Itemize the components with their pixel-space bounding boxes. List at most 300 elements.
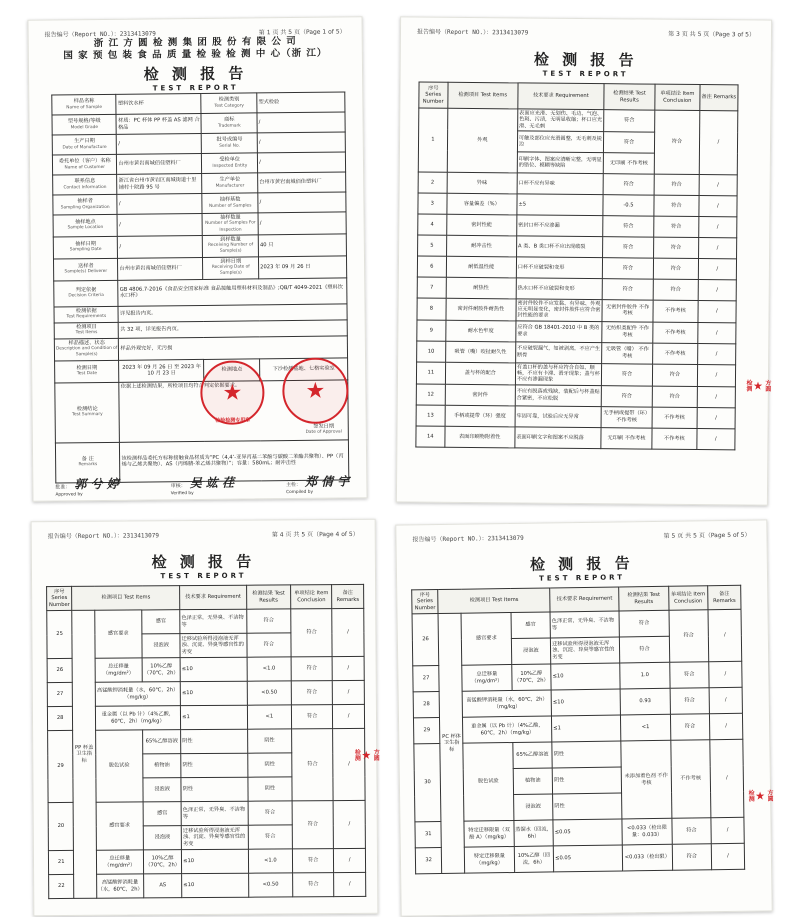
test-result: 无印刷 不作考核	[603, 153, 654, 174]
series-number: 27	[413, 666, 440, 692]
remark: /	[699, 174, 737, 195]
test-result: -0.5	[603, 195, 654, 216]
column-header: 单项结论 Item Conclusion	[291, 585, 332, 609]
test-result: 无吸管（嘴） 不作考核	[602, 342, 653, 363]
column-header: 备注 Remarks	[332, 584, 364, 608]
series-number: 20	[48, 802, 74, 850]
test-item: 总迁移量（mg/dm²）	[95, 658, 143, 682]
table-row	[419, 108, 738, 133]
table-row	[47, 608, 364, 634]
series-number: 30	[414, 744, 441, 822]
field-value: 2023 年 09 月 26 日	[259, 256, 347, 279]
requirement: ≤10	[180, 681, 247, 705]
item-conclusion: 符合	[653, 258, 698, 279]
table-row	[417, 277, 736, 301]
condition-label: 样品描述、状态	[68, 339, 105, 347]
test-location: 下沙检测基地、七格实验室	[260, 357, 348, 380]
test-result: 符合	[620, 636, 670, 663]
location-label: 检测地点	[204, 358, 260, 381]
field-value: /	[257, 152, 345, 173]
requirement: 色泽正常，无异臭、不洁物等	[550, 611, 619, 638]
column-header: 单项结论 Item Conclusion	[655, 84, 700, 110]
field-label: 联系信息	[74, 178, 96, 185]
requirement: 迁移试验所得浸泡液无浑浊、沉淀、异臭等感官性的劣变	[551, 637, 620, 664]
item-conclusion: 符合	[652, 364, 697, 386]
test-condition: 10%乙醇（70℃，2h）	[511, 664, 551, 691]
test-item: 特定迁移限量（双酚 A）（mg/kg）	[464, 820, 514, 847]
test-result: 符合	[603, 174, 654, 195]
test-result: 符合	[248, 825, 293, 849]
compiled-by: 主检： 郑 倩 宇 Compiled by	[285, 474, 350, 496]
seal-star-icon: ★	[305, 378, 326, 404]
test-item: 耐冲击性	[446, 235, 516, 257]
item-conclusion: 符合	[670, 688, 710, 715]
report-no-label: 报告编号（Report NO.）：	[47, 532, 123, 540]
test-item: 高锰酸钾消耗量（水，60℃，2h）（mg/kg）	[462, 690, 551, 717]
requirement: 可触及部位应光滑圆整，无毛刺及锐边	[517, 131, 603, 153]
table-row	[418, 193, 737, 217]
test-item: 盖与杯的配合	[445, 362, 515, 385]
column-header: 检测项目 Test Items	[438, 588, 550, 614]
test-result: 符合	[603, 132, 654, 153]
field-label: 抽样基数	[219, 196, 241, 203]
test-condition: 10%乙醇（70℃，2h）	[144, 850, 182, 874]
requirement: 迁移试验所得浸泡液无浑浊、沉淀、异臭等感官性的劣变	[181, 825, 248, 849]
item-conclusion: 符合	[293, 873, 334, 897]
remark: /	[333, 728, 365, 800]
column-header: 检测项目 Test Items	[72, 586, 180, 611]
test-result: 阴性	[247, 753, 292, 777]
report-subtitle: TEST REPORT	[160, 571, 247, 581]
verified-by: 审核： 吴 竑 荏 Verified by	[170, 475, 235, 497]
remark: /	[710, 739, 744, 817]
requirement: ±5	[517, 194, 603, 216]
report-subtitle: TEST REPORT	[542, 69, 629, 79]
test-item: 总迁移量（mg/dm²）	[462, 665, 512, 692]
column-header: 检测项目 Test Items	[448, 82, 518, 109]
series-number: 13	[416, 405, 445, 426]
report-no-label: 报告编号（Report NO.）：	[44, 30, 120, 39]
requirement: 阴性	[552, 767, 621, 794]
test-condition: 感官	[143, 802, 181, 826]
requirement: 表面应光滑、无划伤、毛边、气泡、色斑、污渍，无明显收缩；杯口应光滑、无毛刺	[518, 109, 604, 132]
column-header: 序号 Series Number	[419, 82, 448, 108]
field-label: 检测类别	[218, 96, 240, 103]
test-item: 手柄或提带（环）强度	[445, 405, 515, 427]
report-title: 检 测 报 告	[529, 554, 634, 574]
test-item: 特定迁移限量（mg/kg）	[465, 846, 515, 873]
item-conclusion: 符合	[669, 662, 709, 689]
report-page-3	[396, 16, 772, 505]
table-row	[47, 704, 364, 730]
seam-star-icon: ★	[752, 378, 763, 393]
item-conclusion: 不作考核	[670, 740, 711, 819]
test-result: 符合	[603, 216, 654, 237]
series-number: 8	[417, 298, 446, 320]
requirement: 表面印刷文字和图案不应脱落	[515, 427, 601, 449]
field-value: 台州市黄岩南城佰佳塑料厂	[258, 172, 346, 193]
series-number: 6	[417, 256, 446, 277]
remark: /	[699, 195, 737, 216]
results-table	[411, 585, 745, 875]
series-number: 29	[413, 718, 440, 744]
item-conclusion: 符合	[671, 818, 711, 845]
test-condition: 蒸馏水（回流，6h）	[514, 820, 554, 847]
requirement: 热水口杯不应破裂和变形	[516, 278, 602, 300]
item-conclusion: 符合	[654, 195, 699, 216]
requirement: 色泽正常，无异臭、不洁物等	[180, 609, 247, 633]
results-table-wrap	[415, 82, 738, 450]
test-condition: 感官	[511, 612, 551, 639]
requirement: 阴性	[181, 729, 248, 753]
table-row	[415, 843, 744, 874]
requirement: 应符合 GB 18401-2010 中 B 类的要求	[516, 321, 602, 343]
test-condition: 植物油	[513, 768, 553, 795]
test-result: 未添加着色剂 不作考核	[621, 740, 671, 819]
field-value: /	[117, 193, 202, 214]
decision-label: 判定依据	[75, 286, 97, 294]
series-number: 26	[412, 614, 439, 666]
field-label: 批号或编号	[216, 136, 243, 143]
test-condition: 浸泡液	[511, 638, 551, 665]
item-conclusion: 符合	[652, 386, 697, 407]
test-condition: 感官	[142, 610, 180, 634]
field-value: /	[117, 213, 202, 236]
group-label: PP 杯盖卫生指标	[72, 610, 96, 898]
seam-seal: 方圆 ★ 检测	[744, 378, 771, 393]
table-row	[47, 680, 364, 706]
series-number: 10	[417, 341, 446, 362]
info-row: 抽样地点 Sample Location / 抽样数量 Number of Samples For Inspection /	[53, 212, 346, 237]
requirement: 密封件胶件不应发黏、有异味、外观应无明显变化，密封件胶件应符合密封性能的要求	[516, 299, 602, 322]
field-label: 受检单位	[219, 156, 241, 163]
report-no: 2313413079	[122, 531, 160, 540]
series-number: 26	[47, 658, 73, 682]
info-row: 样品名称 Name of Sample 塑料饮水杯 检测类别 Test Category 型式检验	[52, 92, 345, 115]
company-name: 浙 江 方 圆 检 测 集 团 股 份 有 限 公 司	[93, 35, 297, 50]
series-number: 5	[418, 235, 447, 256]
table-row	[48, 728, 365, 754]
requirement: ≤1	[552, 715, 621, 742]
requirement: 阴性	[553, 793, 622, 820]
test-result: <1	[621, 714, 671, 741]
test-condition: AS	[144, 874, 182, 898]
page-indicator: 第 1 页 共 5 页（Page 1 of 5）	[258, 27, 346, 36]
field-value: /	[118, 235, 203, 258]
test-condition: 65%乙醇溶液	[143, 730, 181, 754]
info-row: 联系信息 Contact Information 浙江省台州市黄岩区南城街道十里铺村十院路 95 号 生产单位 Manufacturer 台州市黄岩南城佰佳塑料厂	[53, 172, 346, 195]
field-label: 抽样地点	[74, 219, 96, 226]
summary-label: 检测结论	[76, 405, 98, 413]
column-header: 序号 Series Number	[47, 586, 73, 610]
column-header: 备注 Remarks	[708, 585, 741, 609]
requirement: ≤10	[551, 689, 620, 716]
remark: /	[708, 609, 742, 661]
requirement: 阴性	[181, 753, 248, 777]
test-item: 密封件耐胶件耐热性	[446, 298, 516, 321]
requirement: ≤0.05	[553, 845, 622, 872]
test-result: 符合	[246, 609, 291, 633]
field-value: 材质：PC 杯体 PP 杯盖 AS 滤网 合格品	[116, 113, 201, 134]
remark: /	[332, 608, 364, 656]
test-item: 感官要求	[461, 613, 511, 666]
report-subtitle: TEST REPORT	[539, 573, 626, 583]
seal-star-icon: ★	[222, 380, 243, 406]
approver-signature: 郭 兮 婷	[74, 476, 119, 492]
table-row	[416, 405, 735, 429]
page-indicator: 第 4 页 共 5 页（Page 4 of 5）	[271, 530, 359, 539]
table-row	[416, 426, 735, 450]
requirement: ≤10	[180, 657, 247, 681]
report-no-label: 报告编号（Report NO.）：	[412, 534, 488, 543]
remark: /	[709, 687, 742, 713]
item-conclusion: 符合	[653, 279, 698, 300]
field-value: /	[117, 133, 202, 154]
column-header: 技术要求 Requirement	[180, 585, 247, 609]
signature-row	[55, 472, 349, 497]
remark: /	[709, 661, 742, 687]
test-result: 符合	[603, 237, 654, 258]
test-condition: 浸泡液	[513, 794, 553, 821]
field-value: 浙江省台州市黄岩区南城街道十里铺村十院路 95 号	[117, 173, 202, 194]
column-header: 检测结果 Test Results	[604, 84, 655, 110]
field-label: 委托单位（客户）名称	[58, 158, 111, 165]
test-result: <0.50	[247, 681, 292, 705]
field-value: 台州市黄岩南城佰佳塑料厂	[117, 153, 202, 174]
requirements: 详见报告内页。	[118, 304, 347, 322]
table-row	[418, 214, 737, 238]
requirement: 色泽正常，无异臭、不洁物等	[181, 801, 248, 825]
field-label: 型号规格/等级	[67, 118, 101, 125]
test-result: <0.50	[248, 873, 293, 897]
test-result: 符合	[619, 610, 669, 637]
item-conclusion: 不作考核	[653, 300, 698, 322]
info-row: 抽样者 Sampling Organization / 抽样基数 Number of Samples /	[53, 192, 346, 215]
test-item: 脱色试验	[463, 743, 513, 822]
item-conclusion: 符合	[670, 714, 710, 741]
requirement: ≤10	[182, 849, 249, 873]
seam-seal: 方圆 ★ 检测	[747, 788, 774, 803]
test-result: 符合	[248, 801, 293, 825]
official-seal-left	[200, 360, 265, 425]
remark: /	[698, 300, 737, 322]
field-value: 台州市黄岩南城佰佳塑料厂	[118, 257, 203, 280]
item-conclusion: 符合	[672, 844, 712, 871]
table-row	[418, 172, 737, 196]
field-label: 抽样数量	[219, 214, 241, 221]
table-row	[48, 800, 365, 826]
series-number: 21	[48, 850, 74, 874]
remark: /	[698, 279, 736, 300]
requirements-label: 检测依据	[75, 307, 97, 315]
field-value: /	[257, 112, 345, 133]
table-row	[414, 739, 743, 770]
test-item: 高锰酸钾消耗量（水，60℃，2h）（mg/kg）	[95, 682, 181, 707]
table-row	[412, 609, 741, 640]
page-header	[401, 25, 771, 38]
test-item: 密封件	[445, 384, 515, 406]
summary-table-wrap	[51, 91, 349, 483]
table-row	[47, 656, 364, 682]
remark: /	[697, 343, 735, 364]
field-value: /	[257, 132, 345, 153]
table-row	[416, 362, 735, 387]
test-item: 高锰酸钾消耗量（水，60℃，2h）	[96, 874, 144, 898]
page-header	[396, 528, 766, 543]
series-number: 2	[418, 172, 447, 193]
test-result: 无印刷 不作考核	[601, 427, 652, 448]
remark: /	[334, 872, 366, 896]
center-name: 国 家 预 包 装 食 品 质 量 检 验 检 测 中 心（浙 江）	[63, 47, 328, 62]
item-conclusion: 不作考核	[652, 407, 697, 428]
item-conclusion: 符合	[291, 705, 332, 729]
series-number: 22	[49, 874, 75, 898]
column-header: 备注 Remarks	[700, 85, 739, 111]
test-item: 吸管（嘴）咬扯耐久性	[445, 341, 515, 363]
test-item: 重金属（以 Pb 计）（4%乙酸，60℃，2h）（mg/kg）	[463, 716, 552, 743]
test-item: 外观	[447, 108, 518, 173]
remark: /	[697, 386, 735, 407]
requirement: ≤10	[551, 663, 620, 690]
results-table	[415, 82, 738, 450]
report-no: 2313413079	[119, 29, 156, 38]
test-result: 符合	[602, 279, 653, 300]
test-result: 符合	[247, 633, 292, 657]
requirement: 口杯不应破裂和变形	[516, 257, 602, 279]
series-number: 4	[418, 214, 447, 235]
field-label: 到样数量	[220, 236, 241, 243]
remark: /	[333, 680, 365, 704]
requirement: 阴性	[181, 777, 248, 801]
remark: /	[333, 704, 365, 728]
seam-star-icon: ★	[755, 788, 766, 803]
info-row: 生产日期 Date of Manufacture / 批号或编号 Serial No. /	[52, 132, 345, 155]
info-row: 抽样日期 Sampling Date / 到样数量 Receiving Number of Sample(s) 40 只	[53, 234, 346, 259]
seam-star-icon: ★	[361, 748, 372, 762]
report-no: 2313413079	[492, 28, 529, 37]
test-result: 0.93	[620, 688, 670, 715]
info-row: 委托单位（客户）名称 Name of Customer 台州市黄岩南城佰佳塑料厂 受检单位 Inspected Entity /	[52, 152, 345, 175]
remarks: 该检测样品委托方标称接触食品材质为“PC（4,4’-亚异丙基二苯酚与碳酸二苯酯共聚物）、PP（丙烯与乙烯共聚物）、AS（丙烯腈-苯乙烯共聚物）”；容量：580mL；耐冲击性	[120, 439, 349, 481]
seam-seal: 方圆 ★ 检测	[353, 748, 380, 762]
requirement: 牢固可靠，试验后应无异常	[515, 406, 601, 428]
remarks-label: 备 注	[81, 455, 94, 462]
remark: /	[711, 843, 744, 869]
item-conclusion: 符合	[654, 216, 699, 237]
report-title: 检 测 报 告	[151, 552, 256, 572]
sample-condition: 样品外观完好，无污损	[119, 336, 348, 360]
decision-criteria: GB 4806.7-2016《食品安全国家标准 食品接触用塑料材料及制品》;QB/T 4049-2021《塑料饮水口杯》	[118, 278, 347, 306]
items-label: 检测项目	[76, 323, 97, 331]
item-conclusion: 符合	[291, 657, 332, 681]
remark: /	[697, 364, 736, 386]
results-table-wrap	[411, 585, 745, 875]
test-condition: 10%乙醇（70℃，2h）	[142, 658, 180, 682]
test-item: 耐水色牢度	[445, 320, 515, 342]
test-items: 共 32 项，详见报告内页。	[119, 320, 348, 338]
item-conclusion: 符合	[292, 849, 333, 873]
compiler-signature: 郑 倩 宇	[304, 474, 350, 489]
field-label: 生产日期	[74, 138, 95, 145]
info-row: 送样者 Sample(s) Deliverer 台州市黄岩南城佰佳塑料厂 到样日期 Receiving Date of Sample(s) 2023 年 09 月 26 日	[53, 256, 346, 281]
test-item: 脱色试验	[95, 730, 143, 802]
results-table	[46, 584, 366, 899]
test-date: 2023 年 09 月 26 日 至 2023 年 10 月 23 日	[119, 359, 204, 382]
series-number: 27	[47, 682, 73, 706]
series-number: 14	[416, 426, 445, 447]
field-value: 40 只	[258, 234, 346, 257]
remark: /	[699, 111, 738, 175]
field-label: 商标	[224, 116, 235, 123]
series-number: 28	[413, 692, 440, 718]
series-number: 11	[416, 362, 445, 384]
page-indicator: 第 5 页 共 5 页（Page 5 of 5）	[663, 531, 751, 540]
test-item: 重金属（以 Pb 计）（4%乙酸，60℃，2h）（mg/kg）	[95, 706, 181, 731]
results-table-wrap	[46, 584, 366, 899]
remark: /	[709, 713, 742, 739]
remark: /	[698, 258, 736, 279]
field-value: /	[258, 212, 346, 235]
test-result: 无密封件胶件 不作考核	[602, 300, 653, 322]
requirement: ≤1	[181, 705, 248, 729]
item-conclusion: 符合	[654, 110, 699, 174]
series-number: 32	[415, 848, 442, 874]
remark: /	[334, 848, 366, 872]
test-item: 异味	[447, 172, 517, 194]
page-header	[32, 528, 375, 540]
remark: /	[697, 428, 735, 449]
report-page-1	[27, 16, 367, 501]
official-seal-right	[282, 357, 349, 424]
test-result: 阴性	[247, 729, 292, 753]
column-header: 技术要求 Requirement	[518, 83, 604, 110]
report-page-5	[395, 519, 772, 916]
requirement: 不应有脱落或残缺，装配后与杯盖贴合紧密，不应松脱	[515, 385, 601, 407]
test-result: 无纺织类配件 不作考核	[602, 321, 653, 342]
item-conclusion: 符合	[291, 681, 332, 705]
report-no: 2313413079	[487, 534, 524, 542]
approved-by: 批准： 郭 兮 婷 Approved by	[55, 476, 119, 498]
remark: /	[333, 800, 365, 848]
test-result: 无手柄或提带（环） 不作考核	[601, 406, 652, 427]
test-condition: 浸泡液	[143, 778, 181, 802]
field-value: 塑料饮水杯	[116, 93, 201, 114]
test-date-label: 检测日期	[76, 364, 98, 372]
item-conclusion: 符合	[291, 609, 333, 657]
table-row	[416, 384, 735, 408]
column-header: 检测结果 Test Results	[246, 585, 291, 609]
test-item: 耐低温性能	[446, 256, 516, 278]
remark: /	[698, 216, 736, 237]
field-label: 抽样者	[77, 198, 93, 205]
test-item: 耐热性	[446, 277, 516, 299]
report-page-4	[31, 519, 379, 916]
summary-table: 样品名称 Name of Sample 塑料饮水杯 检测类别 Test Category 型式检验 型号规格/等级 Model Grade 材质：PC 杯体 PP 杯盖 AS 滤网 合格品 商标 Trademark / 生产日期 Date of Manufacture / 批号或编号 Serial No. / 委托单位（客户）名称 Name of Customer 台州市黄岩南城佰佳塑料厂 受检单位 Inspected Entity / 联系信息 Contact Information 浙江省台州市黄岩区南城街道十里铺村十院路 95 号 生产单位 Manufacturer 台州市黄岩南城佰佳塑料厂 抽样者 Sampling Organization / 抽样基数 Number of Samples / 抽样地点 Sample Location / 抽样数量 Number of Samples For Inspection / 抽样日期 Sampling Date / 到样数量 Receiving Number of Sample(s) 40 只 送样者 Sample(s) Deliverer 台州市黄岩南城佰佳塑料厂 到样日期 Receiving Date of Sample(s) 2023 年 09 月 26 日 判定依据 Decision Criteria GB 4806.7-2016《食品安全国家标准 食品接触用塑料材料及制品》;QB/T 4049-2021《塑料饮水口杯》 检测依据 Test Requirements 详见报告内页。 检测项目 Test Items 共 32 项，详见报告内页。 样品描述、状态 Description and Condition of Sample(s) 样品外观完好，无污损 检测日期 Test Date 2023 年 09 月 26 日 至 2023 年 10 月 23 日 检测地点 下沙检测基地、七格实验室 检测结论 Test Summary 依据上述检测结果，所检项目均符合判定依据要求。 签发日期 Date of Approval 备 注 Remarks 该检测样品委托方标称接触食品材质为“PC（4,4’-亚异丙基二苯酚与碳酸二苯酯共聚物）、PP（丙烯与乙烯共聚物）、AS（丙烯腈-苯乙烯共聚物）”；容量：580mL；耐冲击性	[51, 91, 349, 483]
seal-text: 检验检测专用章	[215, 417, 251, 424]
field-value: /	[258, 192, 346, 213]
series-number: 31	[415, 822, 442, 848]
requirement: 密封口杯不应渗漏	[517, 215, 603, 237]
field-label: 抽样日期	[75, 241, 96, 248]
test-result: 符合	[601, 363, 652, 385]
test-result: <0.033（检出限）	[623, 844, 673, 871]
test-item: 感官要求	[94, 610, 142, 658]
test-result: 符合	[601, 385, 652, 406]
item-conclusion: 符合	[654, 237, 699, 258]
report-no-label: 报告编号（Report NO.）：	[416, 28, 493, 36]
test-item: 总迁移量（mg/dm²）	[96, 850, 144, 874]
item-conclusion: 不作考核	[652, 428, 697, 449]
